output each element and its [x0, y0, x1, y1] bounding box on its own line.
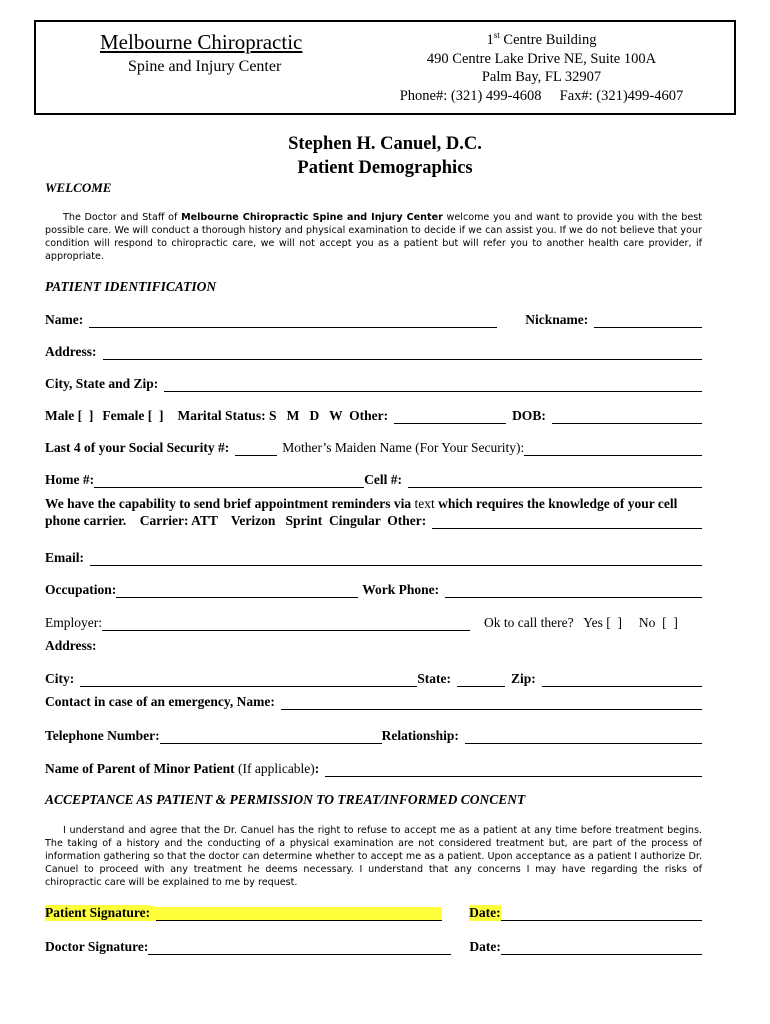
email-field[interactable]: [90, 552, 702, 566]
dob-label: DOB:: [512, 408, 546, 423]
identification-heading: PATIENT IDENTIFICATION: [45, 279, 217, 294]
marital-status-label: Marital Status: S M D W Other:: [177, 408, 389, 423]
capability-text-b: which requires the knowledge of your cell: [434, 496, 678, 511]
welcome-paragraph: [45, 211, 702, 263]
state-field[interactable]: [457, 673, 505, 687]
name-label: Name:: [45, 312, 84, 327]
date-label: Date:: [469, 905, 501, 920]
city-state-zip-label: City, State and Zip:: [45, 376, 159, 391]
doctor-signature-field[interactable]: [148, 941, 451, 955]
welcome-text-b: welcome you and want to provide you with the best possible care. We will conduct a thorough history and physical examination to decide if we can assist you. If we do not believe that your condition will respond to chiropractic care, we will not accept you as a patient but will refer you to another health care provider, if appropriate.: [45, 212, 703, 262]
employer-label: Employer:: [45, 615, 102, 630]
cell-phone-label: Cell #:: [364, 472, 402, 487]
relationship-field[interactable]: [465, 730, 702, 744]
address-label: Address:: [45, 344, 97, 359]
maiden-name-label: Mother’s Maiden Name (For Your Security):: [282, 440, 525, 455]
doctor-signature-label: Doctor Signature:: [45, 939, 149, 954]
parent-field[interactable]: [325, 763, 702, 777]
occupation-row: [45, 580, 702, 598]
address-sup: st: [493, 30, 500, 41]
emergency-field[interactable]: [281, 696, 702, 710]
occupation-field[interactable]: [116, 584, 358, 598]
email-label: Email:: [45, 550, 84, 565]
ssn-label: Last 4 of your Social Security #:: [45, 440, 230, 455]
carrier-other-field[interactable]: [432, 515, 702, 529]
patient-signature-label: Patient Signature:: [45, 905, 151, 920]
employer-address-label: Address:: [45, 638, 97, 653]
zip-label: Zip:: [511, 671, 536, 686]
parent-label: Name of Parent of Minor Patient: [45, 761, 238, 776]
state-label: State:: [417, 671, 451, 686]
employer-city-row: [45, 669, 702, 687]
carrier-row: [45, 511, 702, 529]
patient-signature-row: [45, 903, 702, 921]
work-phone-field[interactable]: [445, 584, 702, 598]
gender-marital-row: [45, 406, 702, 424]
practice-name: Melbourne Chiropractic: [100, 30, 303, 54]
name-field[interactable]: [89, 314, 497, 328]
parent-colon: :: [314, 761, 320, 776]
emergency-label: Contact in case of an emergency, Name:: [45, 694, 275, 709]
city-state-zip-field[interactable]: [164, 378, 702, 392]
telephone-label: Telephone Number:: [45, 728, 160, 743]
zip-field[interactable]: [542, 673, 702, 687]
ok-to-call-label[interactable]: Ok to call there? Yes [ ] No [ ]: [484, 615, 678, 630]
doctor-name: Stephen H. Canuel, D.C.: [288, 134, 482, 154]
patient-signature-field[interactable]: [156, 907, 442, 921]
employer-address-row: [45, 636, 702, 654]
patient-date-field[interactable]: [501, 907, 702, 921]
telephone-field[interactable]: [160, 730, 382, 744]
capability-text-word: text: [414, 496, 435, 511]
welcome-text-a: The Doctor and Staff of: [63, 212, 182, 223]
city-field[interactable]: [80, 673, 417, 687]
capability-text-a: We have the capability to send brief appointment reminders via: [45, 496, 415, 511]
city-label: City:: [45, 671, 75, 686]
doctor-signature-row: [45, 937, 702, 955]
name-row: [45, 310, 702, 328]
ssn-field[interactable]: [235, 442, 277, 456]
address-city: Palm Bay, FL 32907: [481, 69, 602, 85]
doctor-date-label: Date:: [469, 939, 501, 954]
occupation-label: Occupation:: [45, 582, 117, 597]
practice-subtitle: Spine and Injury Center: [128, 58, 282, 75]
address-street: 490 Centre Lake Drive NE, Suite 100A: [426, 50, 657, 67]
practice-address: [395, 31, 688, 105]
acceptance-paragraph: I understand and agree that the Dr. Canuel has the right to refuse to accept me as a patient at any time before treatment begins. The taking of a history and the conducting of a physical examination are not considered treatment but, are part of the process of information gathering so that the doctor can determine whether to accept me as a patient. Upon acceptance as a patient I authorize Dr. Canuel to proceed with any treatment he deems necessary. I understand that any concerns I may have regarding the risks of chiropractic care will be explained to me by request.: [45, 825, 702, 888]
work-phone-label: Work Phone:: [362, 582, 440, 597]
welcome-text-bold: Melbourne Chiropractic Spine and Injury Center: [181, 212, 443, 223]
city-state-zip-row: [45, 374, 702, 392]
acceptance-heading: ACCEPTANCE AS PATIENT & PERMISSION TO TREAT/INFORMED CONCENT: [45, 792, 526, 807]
home-phone-label: Home #:: [45, 472, 95, 487]
doctor-date-field[interactable]: [501, 941, 702, 955]
capability-row: [45, 494, 702, 512]
parent-applicable: (If applicable): [237, 761, 315, 776]
male-checkbox[interactable]: Male [ ]: [45, 408, 94, 423]
nickname-label: Nickname:: [525, 312, 589, 327]
marital-other-field[interactable]: [394, 410, 506, 424]
nickname-field[interactable]: [594, 314, 702, 328]
ssn-row: [45, 438, 702, 456]
address-phone-fax: Phone#: (321) 499-4608 Fax#: (321)499-4607: [399, 87, 684, 104]
emergency-row: [45, 692, 702, 710]
parent-row: [45, 759, 702, 777]
address-building: Centre Building: [499, 32, 597, 48]
address-field[interactable]: [103, 346, 702, 360]
home-phone-field[interactable]: [94, 474, 364, 488]
telephone-row: [45, 726, 702, 744]
dob-field[interactable]: [552, 410, 702, 424]
cell-phone-field[interactable]: [408, 474, 702, 488]
address-number: 1: [486, 32, 494, 48]
form-title: Patient Demographics: [297, 158, 473, 178]
employer-field[interactable]: [102, 617, 470, 631]
female-checkbox[interactable]: Female [ ]: [102, 408, 164, 423]
welcome-heading: WELCOME: [45, 180, 112, 195]
maiden-name-field[interactable]: [524, 442, 702, 456]
relationship-label: Relationship:: [381, 728, 459, 743]
carrier-label: phone carrier. Carrier: ATT Verizon Sprint Cingular Other:: [45, 513, 427, 528]
address-row: [45, 342, 702, 360]
phone-row: [45, 470, 702, 488]
email-row: [45, 548, 702, 566]
employer-row: [45, 613, 702, 631]
